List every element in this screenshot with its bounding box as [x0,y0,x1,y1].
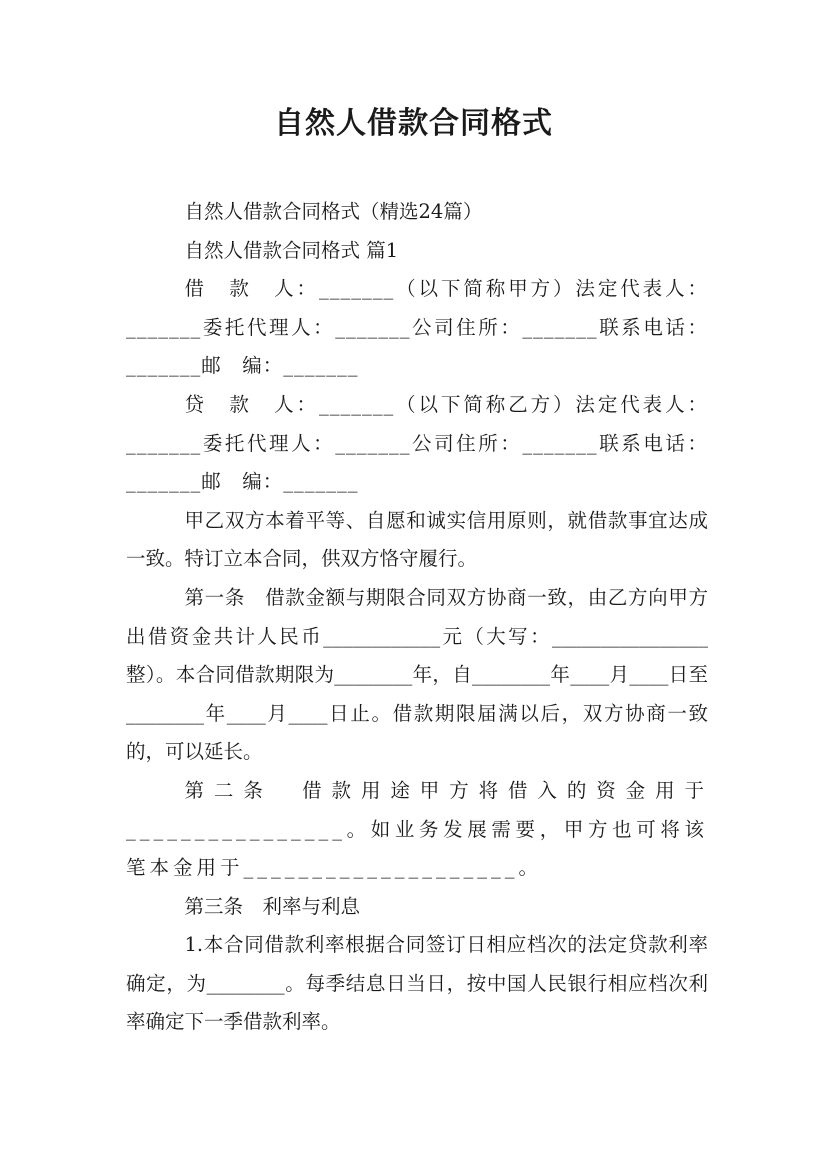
lender-info-paragraph: 贷 款 人：_______（以下简称乙方）法定代表人：_______委托代理人：_______公司住所：_______联系电话：_______邮 编：_______ [126,392,708,494]
document-body [126,193,708,1042]
article-1-paragraph: 第一条 借款金额与期限合同双方协商一致，由乙方向甲方出借资金共计人民币____________元（大写：________________整）。本合同借款期限为________年，自________年____月____日至________年____月____日止。借款期限届满以后，双方协商一致的，可以延长。 [126,585,708,764]
article-3-clause-1: 1.本合同借款利率根据合同签订日相应档次的法定贷款利率确定，为________。每季结息日当日，按中国人民银行相应档次利率确定下一季借款利率。 [126,933,708,1034]
preamble-paragraph: 甲乙双方本着平等、自愿和诚实信用原则，就借款事宜达成一致。特订立本合同，供双方恪守履行。 [126,508,708,571]
document-title: 自然人借款合同格式 [274,106,553,141]
article-2-paragraph: 第二条 借款用途甲方将借入的资金用于________________。如业务发展需要，甲方也可将该笔本金用于____________________。 [126,778,708,880]
borrower-info-paragraph: 借 款 人：_______（以下简称甲方）法定代表人：_______委托代理人：_______公司住所：_______联系电话：_______邮 编：_______ [126,277,708,378]
subtitle-line: 自然人借款合同格式（精选24篇） [184,200,483,223]
article-3-heading: 第三条 利率与利息 [184,894,361,918]
section-heading: 自然人借款合同格式 篇1 [184,238,399,262]
